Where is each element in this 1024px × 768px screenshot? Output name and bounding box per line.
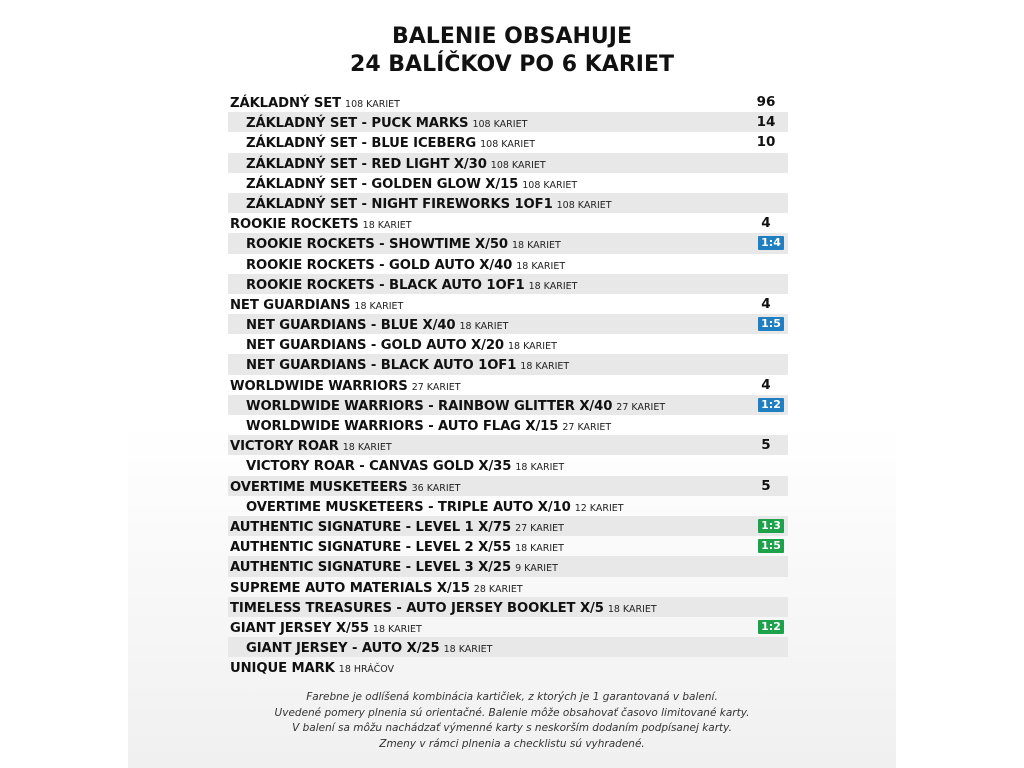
row-count: 18 KARIET xyxy=(342,442,392,454)
table-row xyxy=(228,193,788,213)
table-row xyxy=(228,112,788,132)
row-name: NET GUARDIANS - BLUE X/40 xyxy=(246,318,456,334)
row-name: ROOKIE ROCKETS - GOLD AUTO X/40 xyxy=(246,257,513,273)
row-quantity: 5 xyxy=(761,437,771,454)
row-name: WORLDWIDE WARRIORS - AUTO FLAG X/15 xyxy=(246,419,559,434)
row-name: ZÁKLADNÝ SET - GOLDEN GLOW X/15 xyxy=(246,176,519,192)
table-row xyxy=(228,577,788,597)
row-name: ZÁKLADNÝ SET - RED LIGHT X/30 xyxy=(246,156,487,172)
odds-badge: 1:2 xyxy=(758,398,784,412)
contents-table xyxy=(228,92,788,677)
row-name: OVERTIME MUSKETEERS - TRIPLE AUTO X/10 xyxy=(246,499,571,515)
row-count: 12 KARIET xyxy=(574,502,624,514)
table-row xyxy=(228,274,788,294)
table-row xyxy=(228,637,788,657)
table-row xyxy=(228,597,788,617)
row-name: GIANT JERSEY - AUTO X/25 xyxy=(246,641,440,657)
row-count: 108 KARIET xyxy=(345,99,400,110)
row-quantity: 4 xyxy=(761,376,771,393)
table-row xyxy=(228,657,788,677)
row-quantity: 14 xyxy=(756,114,776,131)
row-count: 18 KARIET xyxy=(515,462,565,474)
table-row xyxy=(228,213,788,233)
row-count: 18 KARIET xyxy=(607,603,657,615)
row-name: AUTHENTIC SIGNATURE - LEVEL 2 X/55 xyxy=(230,540,512,556)
table-row xyxy=(228,132,788,152)
row-name: WORLDWIDE WARRIORS - RAINBOW GLITTER X/40 xyxy=(246,398,613,414)
row-quantity: 10 xyxy=(756,134,776,151)
row-label xyxy=(230,657,394,680)
table-row xyxy=(228,455,788,475)
row-name: AUTHENTIC SIGNATURE - LEVEL 1 X/75 xyxy=(230,519,512,535)
table-row xyxy=(228,536,788,556)
table-row xyxy=(228,314,788,334)
table-row xyxy=(228,354,788,374)
row-name: AUTHENTIC SIGNATURE - LEVEL 3 X/25 xyxy=(230,560,512,576)
table-row xyxy=(228,153,788,173)
row-quantity: 4 xyxy=(761,295,771,312)
row-count: 18 KARIET xyxy=(515,543,564,555)
row-count: 18 KARIET xyxy=(520,361,570,373)
row-name: NET GUARDIANS - GOLD AUTO X/20 xyxy=(246,338,504,354)
row-quantity: 96 xyxy=(756,94,776,110)
row-name: SUPREME AUTO MATERIALS X/15 xyxy=(230,580,470,596)
row-name: ZÁKLADNÝ SET - NIGHT FIREWORKS 1OF1 xyxy=(246,196,553,212)
odds-badge: 1:5 xyxy=(758,539,784,553)
row-count: 108 KARIET xyxy=(480,139,536,151)
row-count: 27 KARIET xyxy=(562,422,612,433)
table-row xyxy=(228,92,788,112)
table-row xyxy=(228,395,788,415)
row-name: ZÁKLADNÝ SET - BLUE ICEBERG xyxy=(246,136,477,152)
row-name: ROOKIE ROCKETS - SHOWTIME X/50 xyxy=(246,237,508,253)
row-count: 36 KARIET xyxy=(411,482,461,494)
table-row xyxy=(228,617,788,637)
row-name: VICTORY ROAR - CANVAS GOLD X/35 xyxy=(246,459,512,475)
row-quantity: 5 xyxy=(761,477,771,494)
row-count: 18 KARIET xyxy=(372,623,422,635)
table-row xyxy=(228,435,788,455)
table-row xyxy=(228,173,788,193)
row-count: 18 KARIET xyxy=(508,341,557,353)
row-count: 27 KARIET xyxy=(515,522,564,534)
row-name: ZÁKLADNÝ SET xyxy=(230,96,342,111)
table-row xyxy=(228,233,788,253)
row-count: 108 KARIET xyxy=(490,159,546,171)
row-count: 108 KARIET xyxy=(556,199,612,211)
table-row xyxy=(228,254,788,274)
page-title-line-2: 24 BALÍČKOV PO 6 KARIET xyxy=(350,52,674,77)
row-count: 18 KARIET xyxy=(362,220,412,232)
row-count: 18 KARIET xyxy=(511,240,561,252)
row-count: 28 KARIET xyxy=(473,583,523,595)
row-name: ROOKIE ROCKETS - BLACK AUTO 1OF1 xyxy=(246,277,525,293)
table-row xyxy=(228,294,788,314)
row-name: UNIQUE MARK xyxy=(230,661,335,677)
row-name: WORLDWIDE WARRIORS xyxy=(230,378,408,394)
row-count: 18 KARIET xyxy=(516,260,566,272)
row-name: OVERTIME MUSKETEERS xyxy=(230,479,408,495)
page-title-line-1: BALENIE OBSAHUJE xyxy=(392,24,632,49)
row-count: 18 HRÁČOV xyxy=(338,664,395,676)
row-name: NET GUARDIANS xyxy=(230,297,351,313)
row-name: ZÁKLADNÝ SET - PUCK MARKS xyxy=(246,116,469,132)
table-row xyxy=(228,334,788,354)
row-name: TIMELESS TREASURES - AUTO JERSEY BOOKLET X/5 xyxy=(230,600,604,616)
row-count: 18 KARIET xyxy=(459,321,509,333)
footnote-line-2: Uvedené pomery plnenia sú orientačné. Balenie môže obsahovať časovo limitované karty. xyxy=(274,706,750,719)
row-count: 18 KARIET xyxy=(443,644,493,656)
table-row xyxy=(228,516,788,536)
row-count: 108 KARIET xyxy=(522,179,578,191)
row-name: NET GUARDIANS - BLACK AUTO 1OF1 xyxy=(246,358,517,374)
table-row xyxy=(228,496,788,516)
row-quantity: 4 xyxy=(761,215,771,232)
row-count: 18 KARIET xyxy=(528,280,578,292)
table-row xyxy=(228,476,788,496)
row-count: 27 KARIET xyxy=(411,381,461,393)
row-count: 108 KARIET xyxy=(472,119,528,131)
odds-badge: 1:5 xyxy=(758,317,784,331)
odds-badge: 1:3 xyxy=(758,519,784,533)
row-name: GIANT JERSEY X/55 xyxy=(230,620,369,636)
row-name: ROOKIE ROCKETS xyxy=(230,217,359,233)
footnote-line-3: V balení sa môžu nachádzať výmenné karty s neskorším dodaním podpísanej karty. xyxy=(292,722,732,734)
row-name: VICTORY ROAR xyxy=(230,439,339,455)
table-row xyxy=(228,415,788,435)
row-count: 9 KARIET xyxy=(515,563,558,575)
footnote-line-1: Farebne je odlíšená kombinácia kartičiek, z ktorých je 1 garantovaná v balení. xyxy=(306,691,718,703)
odds-badge: 1:2 xyxy=(758,620,784,634)
table-row xyxy=(228,556,788,576)
table-row xyxy=(228,375,788,395)
footnote xyxy=(0,690,1024,752)
footnote-line-4: Zmeny v rámci plnenia a checklistu sú vyhradené. xyxy=(379,737,645,750)
row-count: 18 KARIET xyxy=(354,300,404,312)
row-count: 27 KARIET xyxy=(616,401,666,413)
odds-badge: 1:4 xyxy=(758,236,784,250)
